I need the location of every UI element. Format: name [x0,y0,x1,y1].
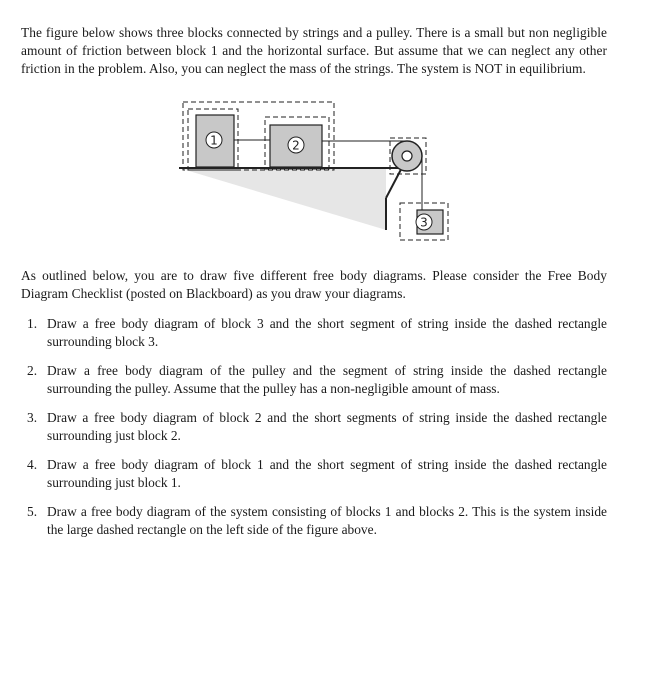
problem-page [21,24,607,550]
task-text: Draw a free body diagram of block 2 and the short segments of string inside the dashed rectangle surrounding just block 2. [47,410,607,443]
task-text: Draw a free body diagram of block 3 and the short segment of string inside the dashed rectangle surrounding block 3. [47,316,607,349]
figure-svg [21,88,607,254]
intro-paragraph: The figure below shows three blocks connected by strings and a pulley. There is a small but non negligible amount of friction between block 1 and the horizontal surface. But assume that we can neglect any other friction in the problem. Also, you can neglect the mass of the strings. The system is NOT in equilibrium. [21,25,607,76]
task-number: 5. [27,504,38,519]
task-item [21,315,607,351]
task-item [21,503,607,539]
task-item [21,362,607,398]
pulley-figure [21,88,607,254]
support-wedge [179,168,386,230]
task-number: 2. [27,363,38,378]
task-list [21,315,607,539]
task-text: Draw a free body diagram of block 1 and the short segment of string inside the dashed rectangle surrounding just block 1. [47,457,607,490]
block-2-label: 2 [292,138,300,153]
task-text: Draw a free body diagram of the system consisting of blocks 1 and blocks 2. This is the system inside the large dashed rectangle on the left side of the figure above. [47,504,607,537]
task-number: 3. [27,410,38,425]
task-item [21,409,607,445]
task-number: 4. [27,457,38,472]
block-1-label: 1 [210,133,218,148]
task-number: 1. [27,316,38,331]
task-text: Draw a free body diagram of the pulley and the segment of string inside the dashed rectangle surrounding the pulley. Assume that the pulley has a non-negligible amount of mass. [47,363,607,396]
outline-paragraph: As outlined below, you are to draw five different free body diagrams. Please consider the Free Body Diagram Checklist (posted on Blackboard) as you draw your diagrams. [21,268,607,301]
pulley-axle [402,151,412,161]
block-3-label: 3 [420,215,428,230]
task-item [21,456,607,492]
